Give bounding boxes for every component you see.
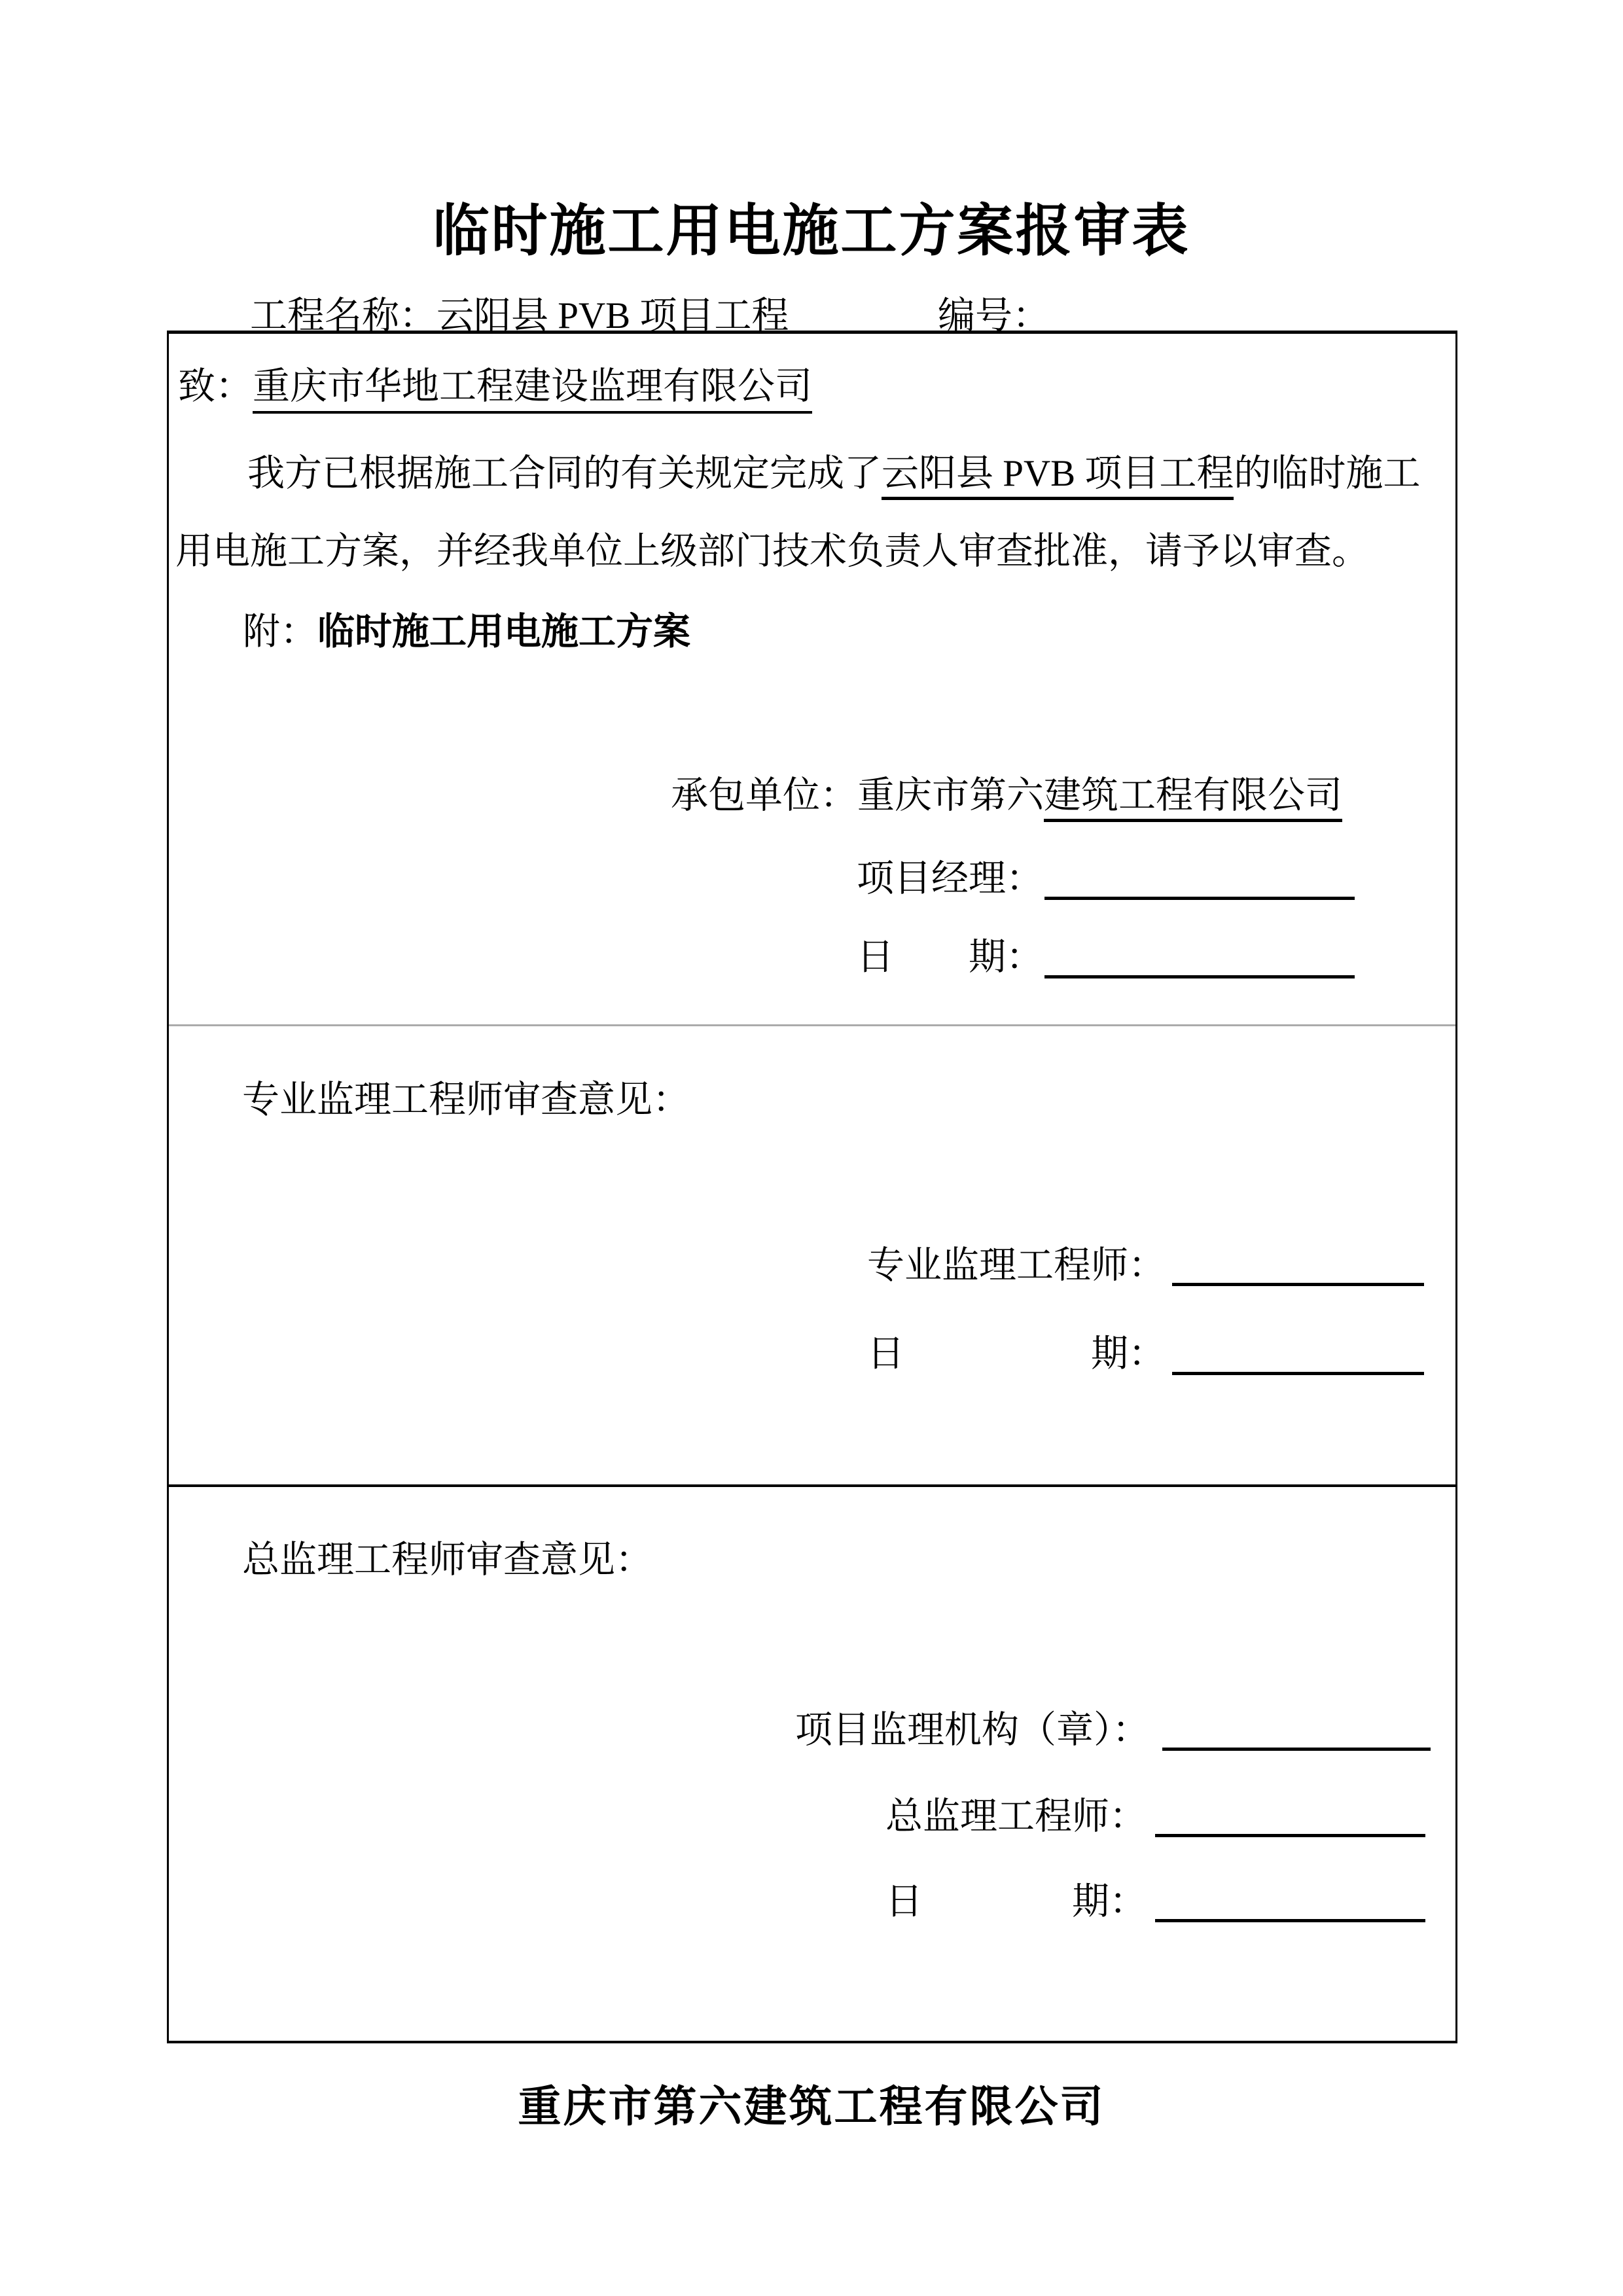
recipient-label: 致：	[178, 366, 253, 407]
form-number-label: 编号：	[938, 295, 1050, 336]
contractor-label: 承包单位：	[671, 775, 857, 816]
chief-engineer-sig-label: 总监理工程师：	[885, 1796, 1147, 1837]
chief-engineer-opinion-heading: 总监理工程师审查意见：	[242, 1539, 652, 1581]
supervising-engineer-opinion-heading: 专业监理工程师审查意见：	[242, 1079, 690, 1121]
recipient-value: 重庆市华地工程建设监理有限公司	[253, 366, 812, 414]
date-label-3: 日 期：	[885, 1881, 1147, 1922]
date-blank-2	[1172, 1372, 1424, 1375]
contractor-name-underlined: 建筑工程有限公司	[1044, 775, 1342, 822]
date-blank-3	[1155, 1919, 1425, 1922]
attachment-line	[243, 609, 690, 655]
header-row	[0, 285, 1623, 336]
project-manager-label: 项目经理：	[857, 858, 1043, 899]
footer-company-name: 重庆市第六建筑工程有限公司	[518, 2083, 1105, 2131]
supervising-engineer-signature-blank	[1172, 1283, 1424, 1286]
contractor-name-plain: 重庆市第六	[857, 775, 1044, 816]
supervising-engineer-sig-label: 专业监理工程师：	[867, 1245, 1166, 1286]
recipient-line	[178, 363, 812, 410]
section-divider-2	[169, 1484, 1455, 1487]
section-divider-1	[169, 1024, 1455, 1026]
project-name-value: 云阳县 PVB 项目工程	[437, 295, 789, 336]
form-main-box	[167, 331, 1457, 2043]
paragraph-text: 我方已根据施工合同的有关规定完成了	[247, 453, 882, 494]
supervision-org-seal-label: 项目监理机构（章）：	[795, 1710, 1150, 1751]
project-name-label: 工程名称：	[250, 295, 437, 336]
form-title: 临时施工用电施工方案报审表	[433, 200, 1190, 262]
chief-engineer-signature-blank	[1155, 1834, 1425, 1837]
date-label-1: 日 期：	[857, 937, 1043, 978]
paragraph-underlined-project: 云阳县 PVB 项目工程	[882, 453, 1234, 500]
body-paragraph-line-2: 用电施工方案，并经我单位上级部门技术负责人审查批准，请予以审查。	[175, 531, 1369, 572]
supervision-org-seal-blank	[1162, 1748, 1431, 1751]
attachment-value: 临时施工用电施工方案	[317, 611, 690, 653]
contractor-line	[671, 772, 1342, 819]
body-paragraph-line-1	[247, 450, 1420, 497]
attachment-label: 附：	[243, 611, 317, 653]
date-label-2: 日 期：	[867, 1333, 1166, 1374]
date-blank-1	[1044, 975, 1355, 978]
paragraph-text: 的临时施工	[1234, 453, 1421, 494]
project-manager-signature-blank	[1044, 897, 1355, 900]
